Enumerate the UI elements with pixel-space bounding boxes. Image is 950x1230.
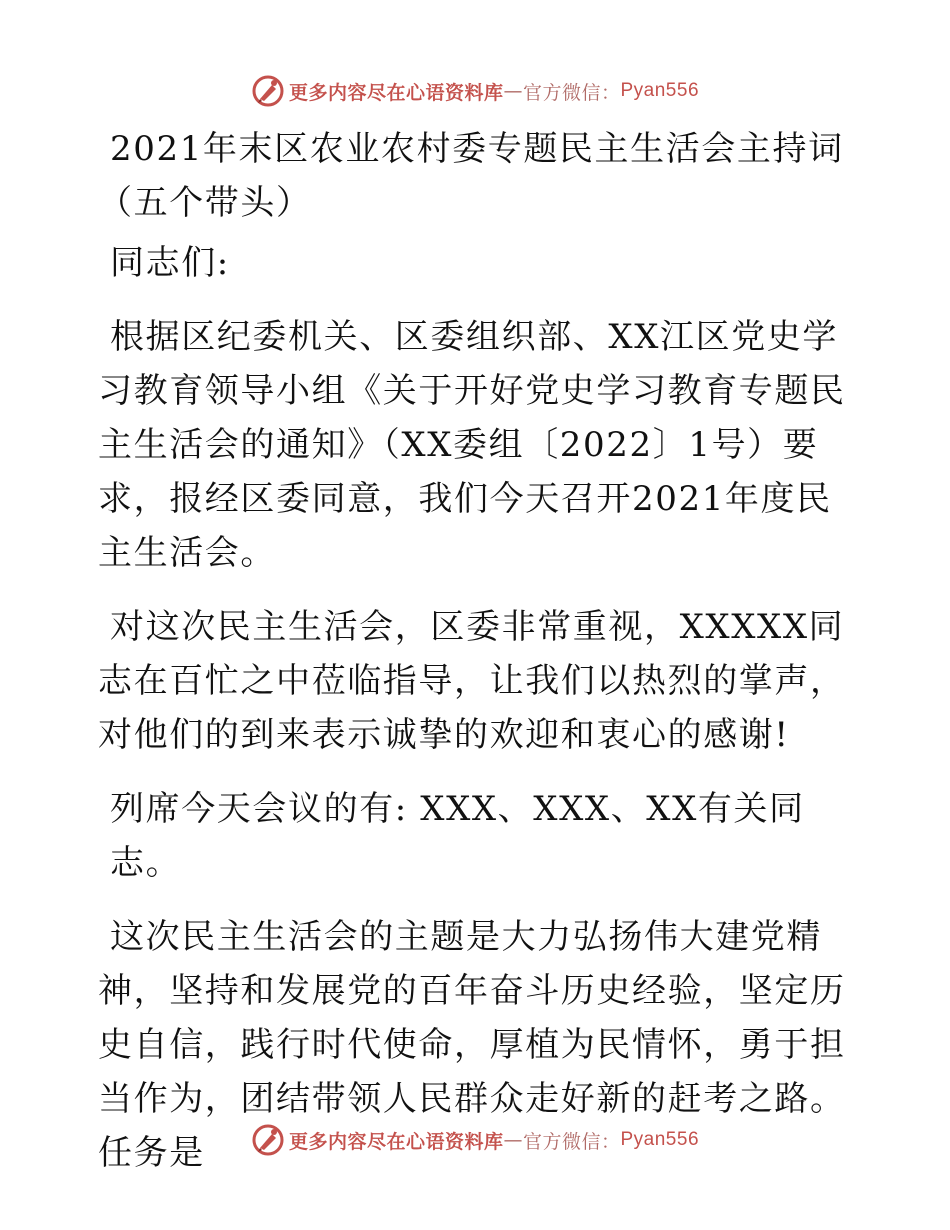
watermark-wechat-id: Pyan556: [620, 80, 700, 101]
watermark-dash: —: [503, 1129, 523, 1151]
header-watermark: [0, 71, 950, 111]
paragraph-1-text: 根据区纪委机关、区委组织部、XX江区党史学习教育领导小组《关于开好党史学习教育专题民主生活会的通知》（XX委组〔2022〕1号）要求，报经区委同意，我们今天召开2021年度民主生活会。: [98, 317, 846, 573]
watermark-wechat-label: 官方微信：: [522, 1130, 621, 1153]
document-title-line2: （五个带头）: [98, 183, 312, 223]
document-body: [98, 122, 858, 1180]
footer-watermark: [0, 1120, 950, 1160]
watermark-wechat-id: Pyan556: [620, 1129, 700, 1150]
paragraph-2-text: 对这次民主生活会，区委非常重视，XXXXX同志在百忙之中莅临指导，让我们以热烈的掌声，对他们的到来表示诚挚的欢迎和衷心的感谢!: [98, 607, 846, 755]
watermark-wechat-label: 官方微信：: [522, 81, 621, 104]
pen-circle-logo-icon: [251, 1123, 285, 1157]
watermark-dash: —: [503, 80, 523, 102]
document-title-line1: 2021年末区农业农村委专题民主生活会主持词: [110, 129, 844, 169]
pen-circle-logo-icon: [251, 74, 285, 108]
watermark-main-text: 更多内容尽在心语资料库: [288, 1130, 504, 1153]
paragraph-2: [98, 600, 858, 762]
greeting: 同志们:: [110, 243, 230, 283]
paragraph-3: 列席今天会议的有: XXX、XXX、XX有关同志。: [110, 789, 805, 883]
watermark-main-text: 更多内容尽在心语资料库: [288, 81, 504, 104]
paragraph-4-text: 这次民主生活会的主题是大力弘扬伟大建党精神，坚持和发展党的百年奋斗历史经验，坚定历史自信，践行时代使命，厚植为民情怀，勇于担当作为，团结带领人民群众走好新的赶考之路。任务是: [98, 917, 846, 1173]
paragraph-1: [98, 310, 858, 580]
